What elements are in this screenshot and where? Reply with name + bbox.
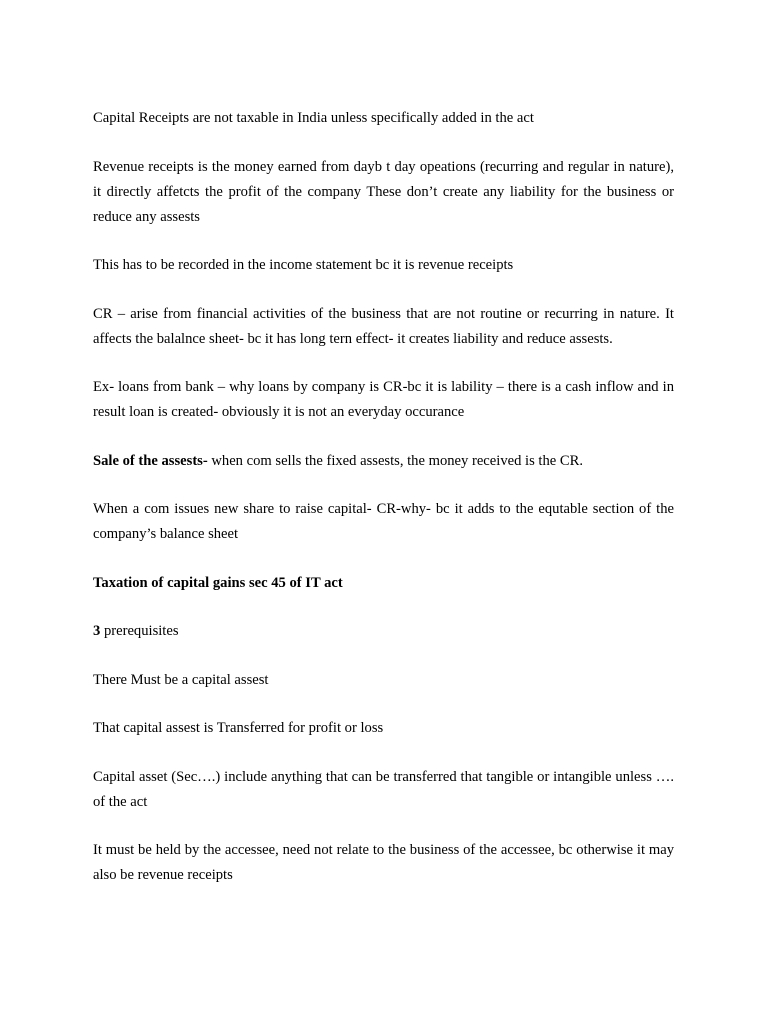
- paragraph-text: There Must be a capital assest: [93, 671, 269, 688]
- paragraph-sale-of-assets: [93, 449, 674, 474]
- paragraph-text: prerequisites: [100, 623, 179, 639]
- paragraph-revenue-receipts: [93, 155, 674, 230]
- paragraph-prerequisites: [93, 619, 674, 644]
- paragraph-text: It must be held by the accessee, need not relate to the business of the accessee, bc otherwise it may also be revenue receipts: [93, 842, 674, 883]
- paragraph-text: When a com issues new share to raise capital- CR-why- bc it adds to the equtable section of the company’s balance sheet: [93, 501, 674, 542]
- paragraph-capital-asset-required: [93, 668, 674, 693]
- paragraph-asset-transferred: [93, 716, 674, 741]
- paragraph-capital-asset-definition: [93, 765, 674, 815]
- paragraph-bold-lead: 3: [93, 623, 101, 639]
- paragraph-text: Capital asset (Sec….) include anything that can be transferred that tangible or intangible unless …. of the act: [93, 768, 674, 810]
- paragraph-text: CR – arise from financial activities of the business that are not routine or recurring in nature. It affects the balalnce sheet- bc it has long tern effect- it creates liability and reduce assests.: [93, 305, 674, 347]
- paragraph-held-by-accessee: [93, 838, 674, 888]
- paragraph-new-share-issue: [93, 497, 674, 547]
- heading-text: Taxation of capital gains sec 45 of IT act: [93, 574, 343, 591]
- paragraph-text: That capital assest is Transferred for profit or loss: [93, 720, 384, 736]
- paragraph-loans-example: [93, 375, 674, 425]
- paragraph-cr-definition: [93, 302, 674, 352]
- document-body: [93, 106, 674, 888]
- paragraph-bold-lead: Sale of the assests-: [93, 452, 208, 469]
- heading-taxation-capital-gains: [93, 571, 674, 596]
- paragraph-text: Ex- loans from bank – why loans by company is CR-bc it is lability – there is a cash inflow and in result loan is created- obviously it is not an everyday occurance: [93, 379, 674, 420]
- paragraph-income-statement: [93, 253, 674, 278]
- paragraph-text: when com sells the fixed assests, the money received is the CR.: [207, 452, 584, 469]
- paragraph-text: This has to be recorded in the income statement bc it is revenue receipts: [93, 257, 514, 273]
- paragraph-capital-receipts-taxable: [93, 106, 674, 131]
- paragraph-text: Revenue receipts is the money earned from dayb t day opeations (recurring and regular in nature), it directly affetcts the profit of the company These don’t create any liability for the business or reduce any assests: [93, 158, 674, 225]
- paragraph-text: Capital Receipts are not taxable in India unless specifically added in the act: [93, 110, 534, 126]
